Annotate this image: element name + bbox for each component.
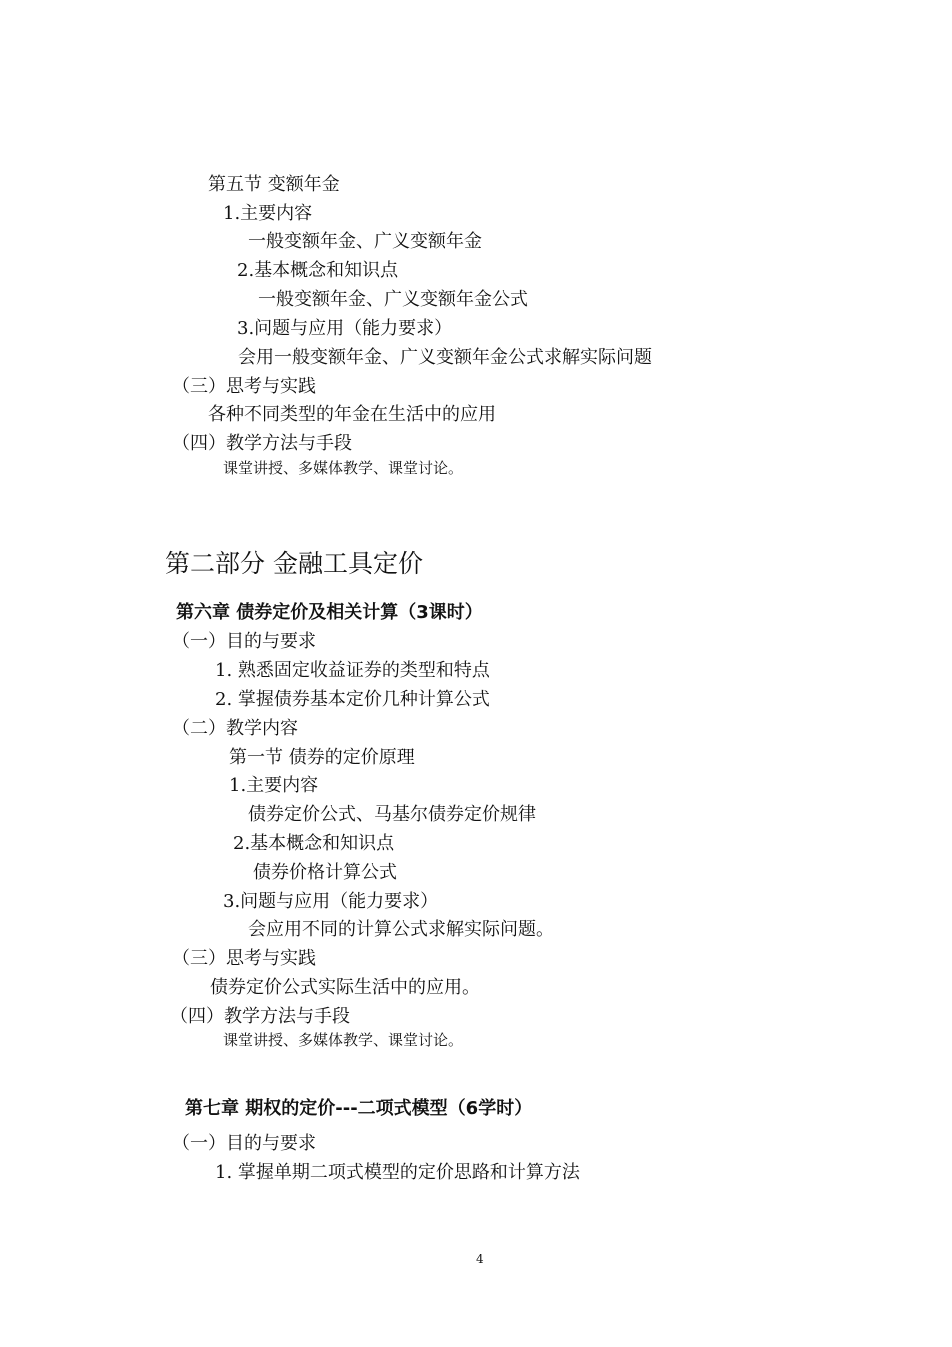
item-title: 3.问题与应用（能力要求） [223,891,439,912]
objectives-heading: （一）目的与要求 [172,631,316,652]
practice-content: 债券定价公式实际生活中的应用。 [210,977,480,998]
section-title: 第一节 债券的定价原理 [229,747,415,768]
methods-heading: （四）教学方法与手段 [172,433,352,454]
item-title: 1.主要内容 [223,203,313,224]
item-content: 债券定价公式、马基尔债券定价规律 [248,804,536,825]
item-content: 一般变额年金、广义变额年金公式 [258,289,528,310]
item-content: 会应用不同的计算公式求解实际问题。 [248,919,554,940]
content-heading: （二）教学内容 [172,718,298,739]
objective-item: 2. 掌握债券基本定价几种计算公式 [215,689,490,710]
methods-heading: （四）教学方法与手段 [170,1006,350,1027]
section-title: 第五节 变额年金 [208,174,340,195]
methods-content: 课堂讲授、多媒体教学、课堂讨论。 [223,1031,464,1049]
chapter-title: 第六章 债券定价及相关计算（3课时） [176,602,483,623]
objectives-heading: （一）目的与要求 [172,1133,316,1154]
objective-item: 1. 熟悉固定收益证券的类型和特点 [215,660,490,681]
item-title: 3.问题与应用（能力要求） [237,318,453,339]
item-title: 1.主要内容 [229,775,319,796]
practice-content: 各种不同类型的年金在生活中的应用 [208,404,496,425]
item-title: 2.基本概念和知识点 [237,260,399,281]
objective-item: 1. 掌握单期二项式模型的定价思路和计算方法 [215,1162,580,1183]
item-title: 2.基本概念和知识点 [233,833,395,854]
page-number: 4 [476,1252,484,1266]
chapter-title: 第七章 期权的定价---二项式模型（6学时） [185,1098,533,1119]
part-title: 第二部分 金融工具定价 [165,549,423,578]
practice-heading: （三）思考与实践 [172,376,316,397]
item-content: 会用一般变额年金、广义变额年金公式求解实际问题 [238,347,652,368]
item-content: 债券价格计算公式 [253,862,397,883]
methods-content: 课堂讲授、多媒体教学、课堂讨论。 [223,459,464,477]
item-content: 一般变额年金、广义变额年金 [248,231,482,252]
practice-heading: （三）思考与实践 [172,948,316,969]
